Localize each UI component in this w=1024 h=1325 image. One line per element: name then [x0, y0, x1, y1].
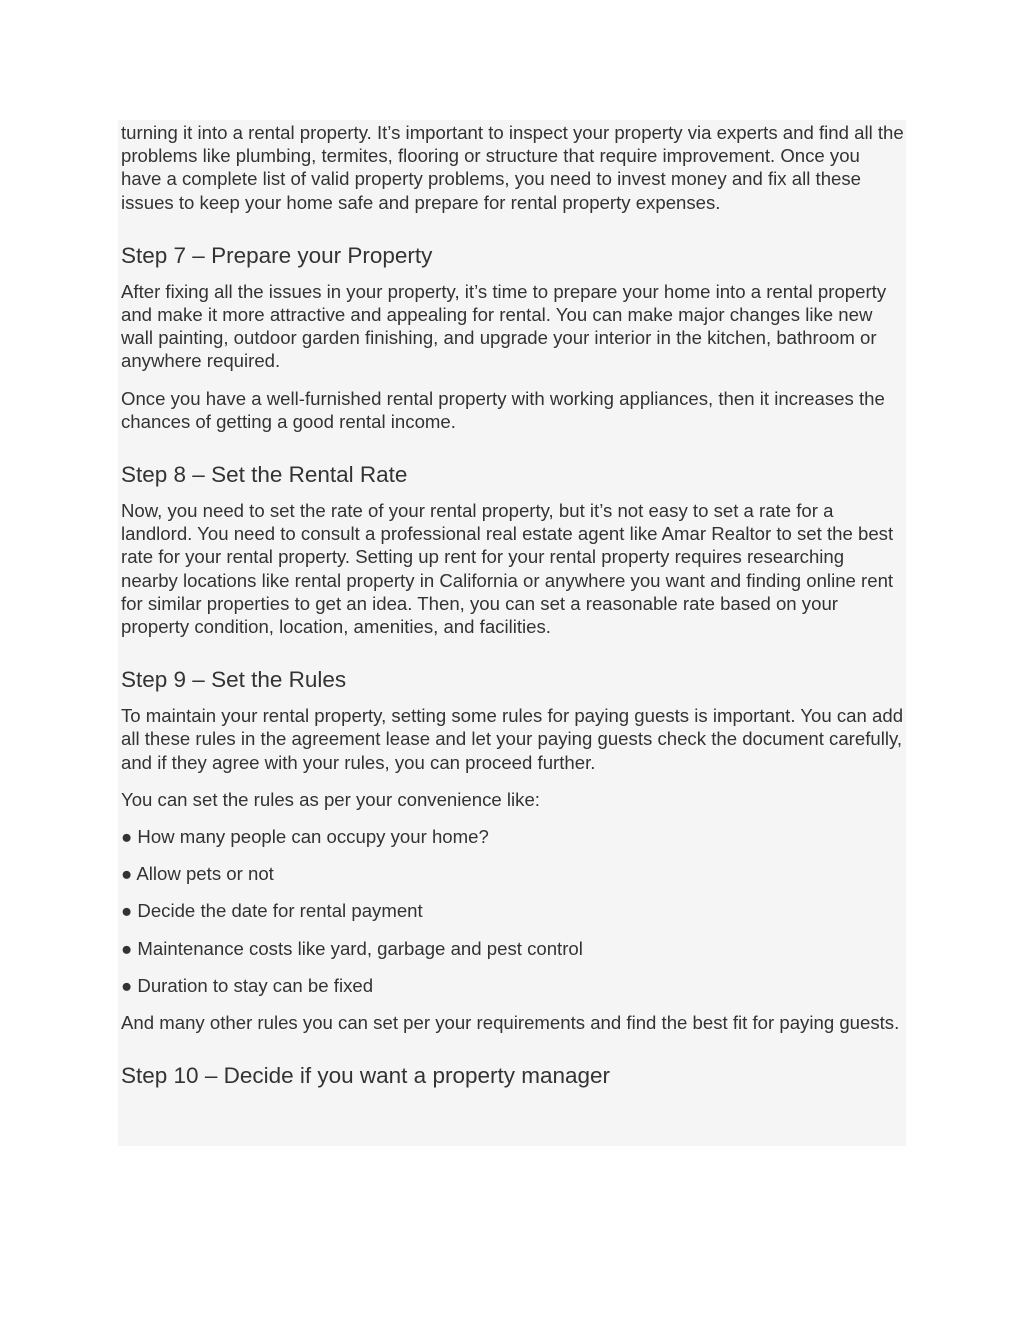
step-7-paragraph-1: After fixing all the issues in your property, it’s time to prepare your home into a rental property and make it more attractive and appealing for rental. You can make major changes like new wall painting, outdoor garden finishing, and upgrade your interior in the kitchen, bathroom or anywhere required. — [121, 280, 887, 372]
intro-paragraph: turning it into a rental property. It’s important to inspect your property via experts and find all the problems like plumbing, termites, flooring or structure that require improvement. Once you have a complete list of valid property problems, you need to invest money and fix all these issues to keep your home safe and prepare for rental property expenses. — [121, 122, 904, 213]
rules-list-item: ● Duration to stay can be fixed — [121, 974, 374, 996]
step-7-heading: Step 7 – Prepare your Property — [121, 242, 433, 268]
article-body — [121, 120, 904, 1089]
step-8-heading: Step 8 – Set the Rental Rate — [121, 462, 408, 488]
step-10-heading: Step 10 – Decide if you want a property manager — [121, 1063, 611, 1089]
rules-list-item: ● Decide the date for rental payment — [121, 900, 423, 922]
step-9-paragraph-3: And many other rules you can set per your requirements and find the best fit for paying guests. — [121, 1012, 900, 1034]
step-8-paragraph-1: Now, you need to set the rate of your rental property, but it’s not easy to set a rate for a landlord. You need to consult a professional real estate agent like Amar Realtor to set the best rate for your rental property. Setting up rent for your rental property requires researching nearby locations like rental property in California or anywhere you want and finding online rent for similar properties to get an idea. Then, you can set a reasonable rate based on your property condition, location, amenities, and facilities. — [121, 500, 894, 638]
step-9-heading: Step 9 – Set the Rules — [121, 667, 347, 693]
article-content-block — [118, 120, 906, 1146]
step-9-paragraph-1: To maintain your rental property, setting some rules for paying guests is important. You can add all these rules in the agreement lease and let your paying guests check the document carefully, and if they agree with your rules, you can proceed further. — [121, 705, 904, 773]
step-9-paragraph-2: You can set the rules as per your convenience like: — [121, 788, 540, 810]
step-7-paragraph-2: Once you have a well-furnished rental property with working appliances, then it increases the chances of getting a good rental income. — [121, 387, 885, 432]
rules-list-item: ● Allow pets or not — [121, 863, 274, 885]
rules-list-item: ● Maintenance costs like yard, garbage and pest control — [121, 937, 583, 959]
rules-list-item: ● How many people can occupy your home? — [121, 826, 489, 848]
